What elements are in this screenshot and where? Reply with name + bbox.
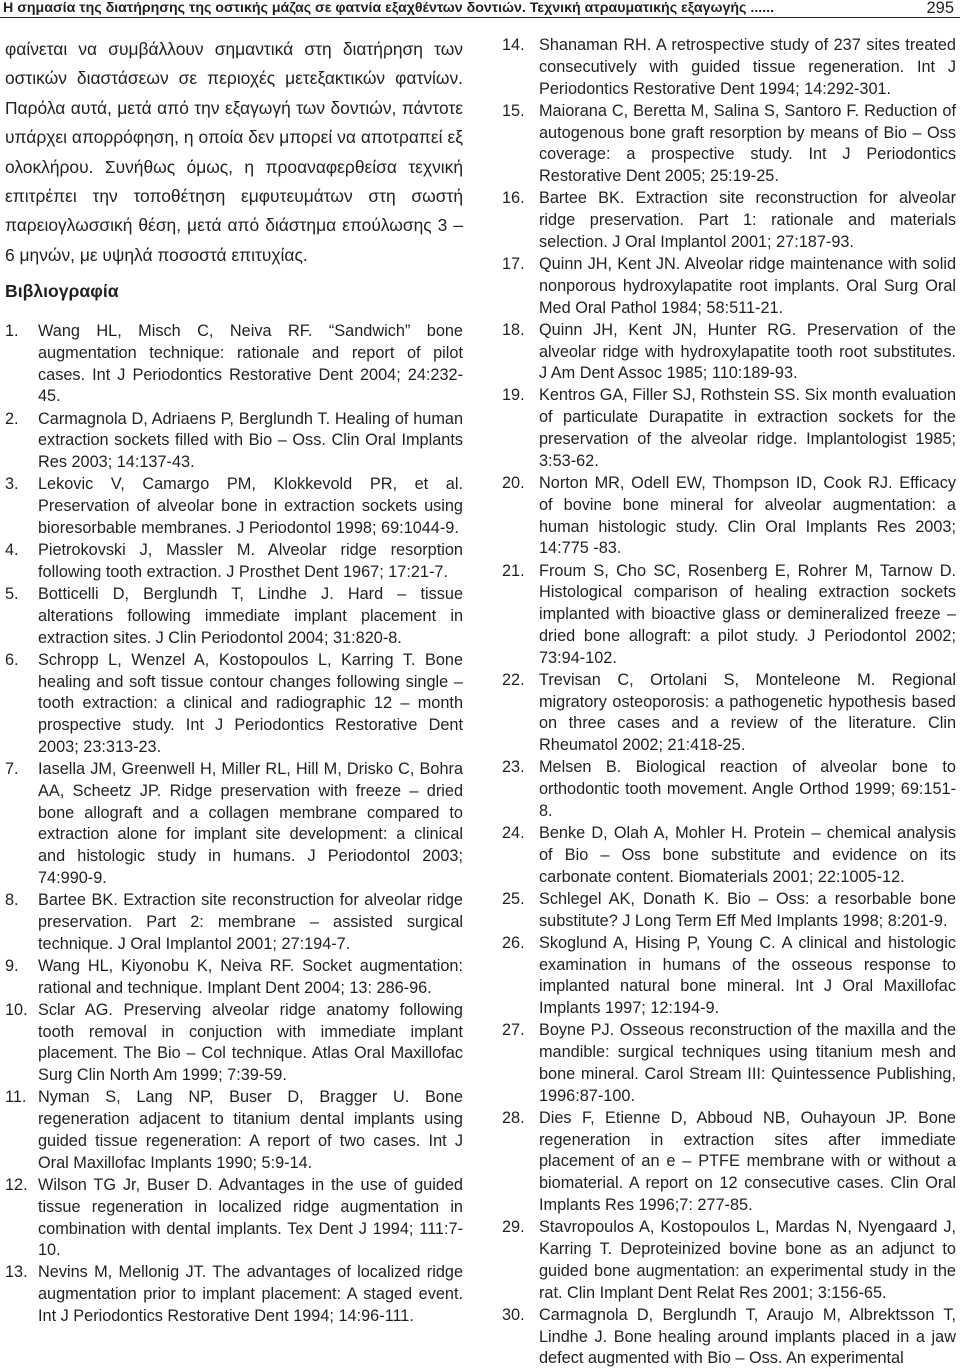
reference-number: 28.: [502, 1108, 525, 1127]
reference-item: [502, 473, 956, 560]
reference-item: [502, 561, 956, 670]
reference-text: Shanaman RH. A retrospective study of 237 sites treated consecutively with guided tissue regeneration. Int J Periodontics Restorative Dent 1994; 14:292-301.: [539, 36, 956, 98]
reference-item: [502, 188, 956, 253]
reference-text: Benke D, Olah A, Mohler H. Protein – chemical analysis of Bio – Oss bone substitute and evidence on its carbonate content. Biomaterials 2001; 22:1005-12.: [539, 824, 956, 886]
page-header: [0, 0, 960, 19]
reference-text: Norton MR, Odell EW, Thompson ID, Cook RJ. Efficacy of bovine bone mineral for alveolar augmentation: a human histologic study. Clin Oral Implants Res 2003; 14:775 -83.: [539, 474, 956, 558]
bibliography-heading: Βιβλιογραφία: [5, 281, 119, 302]
reference-text: Bartee BK. Extraction site reconstruction for alveolar ridge preservation. Part 2: membrane – assisted surgical technique. J Oral Implantol 2001; 27:194-7.: [38, 891, 463, 953]
reference-text: Froum S, Cho SC, Rosenberg E, Rohrer M, Tarnow D. Histological comparison of healing extraction sockets implanted with bioactive glass or demineralized freeze – dried bone allograft: a pilot study. J Periodontol 2002; 73:94-102.: [539, 561, 956, 667]
reference-text: Quinn JH, Kent JN. Alveolar ridge maintenance with solid nonporous hydroxylapatite root implants. Oral Surg Oral Med Oral Pathol 1984; 58:511-21.: [539, 255, 956, 317]
reference-text: Pietrokovski J, Massler M. Alveolar ridge resorption following tooth extraction. J Prosthet Dent 1967; 17:21-7.: [38, 541, 463, 581]
reference-text: Schropp L, Wenzel A, Kostopoulos L, Karring T. Bone healing and soft tissue contour changes following single – tooth extraction: a clinical and radiographic 12 – month prospective study. Int J Periodontics Restorative Dent 2003; 23:313-23.: [38, 650, 463, 756]
reference-number: 8.: [5, 891, 19, 910]
reference-number: 2.: [5, 409, 19, 428]
reference-item: [5, 1175, 463, 1262]
reference-number: 29.: [502, 1218, 525, 1237]
reference-list-left: [5, 321, 463, 1328]
reference-text: Kentros GA, Filler SJ, Rothstein SS. Six month evaluation of particulate Durapatite in extraction sockets for the preservation of the alveolar ridge. Implantologist 1985; 3:53-62.: [539, 386, 956, 470]
reference-text: Wilson TG Jr, Buser D. Advantages in the use of guided tissue regeneration in localized ridge augmentation in combination with dental implants. Tex Dent J 1994; 111:7-10.: [38, 1175, 463, 1260]
reference-number: 9.: [5, 956, 19, 975]
reference-text: Maiorana C, Beretta M, Salina S, Santoro F. Reduction of autogenous bone graft resorption by means of Bio – Oss coverage: a prospective study. Int J Periodontics Restorative Dent 2005; 25:19-25.: [539, 101, 956, 186]
reference-item: [502, 254, 956, 319]
reference-number: 26.: [502, 933, 525, 952]
reference-item: [502, 889, 956, 933]
reference-item: [502, 101, 956, 188]
reference-number: 16.: [502, 189, 525, 208]
reference-item: [5, 759, 463, 890]
reference-number: 6.: [5, 650, 19, 669]
reference-number: 22.: [502, 670, 525, 689]
reference-number: 24.: [502, 824, 525, 843]
reference-text: Carmagnola D, Berglundh T, Araujo M, Albrektsson T, Lindhe J. Bone healing around implants placed in a jaw defect augmented with Bio – Oss. An experimental: [539, 1305, 956, 1368]
reference-number: 3.: [5, 475, 19, 494]
reference-item: [502, 757, 956, 822]
reference-number: 18.: [502, 320, 525, 339]
reference-item: [5, 474, 463, 539]
page-number: 295: [926, 0, 954, 17]
reference-number: 13.: [5, 1263, 28, 1282]
reference-number: 7.: [5, 760, 19, 779]
reference-item: [5, 409, 463, 474]
right-column: [502, 35, 956, 1370]
reference-number: 19.: [502, 386, 525, 405]
reference-list-right: [502, 35, 956, 1370]
header-divider: [0, 17, 960, 18]
reference-number: 17.: [502, 255, 525, 273]
running-title: Η σημασία της διατήρησης της οστικής μάζας σε φατνία εξαχθέντων δοντιών. Τεχνική ατραυματικής εξαγωγής ......: [3, 0, 775, 16]
reference-item: [502, 1217, 956, 1304]
reference-number: 15.: [502, 101, 525, 120]
reference-item: [5, 1087, 463, 1174]
reference-text: Quinn JH, Kent JN, Hunter RG. Preservation of the alveolar ridge with hydroxylapatite tooth root substitutes. J Am Dent Assoc 1985; 110:189-93.: [539, 320, 956, 383]
reference-item: [5, 1000, 463, 1087]
reference-text: Schlegel AK, Donath K. Bio – Oss: a resorbable bone substitute? J Long Term Eff Med Implants 1998; 8:201-9.: [539, 889, 956, 930]
reference-number: 30.: [502, 1305, 525, 1324]
reference-item: [502, 1020, 956, 1107]
reference-text: Nyman S, Lang NP, Buser D, Bragger U. Bone regeneration adjacent to titanium dental implants using guided tissue regeneration: A report of two cases. Int J Oral Maxillofac Implants 1990; 5:9-14.: [38, 1088, 463, 1172]
reference-item: [5, 321, 463, 408]
reference-text: Carmagnola D, Adriaens P, Berglundh T. Healing of human extraction sockets filled with Bio – Oss. Clin Oral Implants Res 2003; 14:137-43.: [38, 409, 463, 472]
intro-paragraph: φαίνεται να συμβάλλουν σημαντικά στη διατήρηση των οστικών διαστάσεων σε περιοχές μετεξακτικών φατνίων. Παρόλα αυτά, μετά από την εξαγωγή των δοντιών, πάντοτε υπάρχει απορρόφηση, η οποία δεν μπορεί να αποτραπεί εξ ολοκλήρου. Συνήθως όμως, η προαναφερθείσα τεχνική επιτρέπει την τοποθέτηση εμφυτευμάτων στη σωστή παρειογλωσσική θέση, μετά από διάστημα επούλωσης 3 – 6 μηνών, με υψηλά ποσοστά επιτυχίας.: [5, 39, 463, 265]
reference-text: Wang HL, Misch C, Neiva RF. “Sandwich” bone augmentation technique: rationale and report of pilot cases. Int J Periodontics Restorative Dent 2004; 24:232-45.: [38, 322, 463, 406]
reference-number: 14.: [502, 36, 525, 54]
reference-text: Sclar AG. Preserving alveolar ridge anatomy following tooth removal in conjuction with immediate implant placement. The Bio – Col technique. Atlas Oral Maxillofac Surg Clin North Am 1999; 7:39-59.: [38, 1000, 463, 1085]
reference-item: [502, 385, 956, 472]
reference-item: [5, 890, 463, 955]
reference-item: [5, 956, 463, 1000]
reference-text: Boyne PJ. Osseous reconstruction of the maxilla and the mandible: surgical techniques using titanium mesh and bone mineral. Carol Stream III: Quintessence Publishing, 1996:87-100.: [539, 1021, 956, 1105]
reference-number: 12.: [5, 1175, 28, 1194]
reference-item: [5, 1262, 463, 1327]
reference-text: Skoglund A, Hising P, Young C. A clinical and histologic examination in humans of the osseous response to implanted natural bone mineral. Int J Oral Maxillofac Implants 1997; 12:194-9.: [539, 933, 956, 1018]
reference-number: 27.: [502, 1021, 525, 1040]
reference-text: Iasella JM, Greenwell H, Miller RL, Hill M, Drisko C, Bohra AA, Scheetz JP. Ridge preservation with freeze – dried bone allograft and a collagen membrane compared to extraction alone for implant site development: a clinical and histologic study in humans. J Periodontol 2003; 74:990-9.: [38, 760, 463, 888]
reference-text: Dies F, Etienne D, Abboud NB, Ouhayoun JP. Bone regeneration in extraction sites after immediate placement of an e – PTFE membrane with or without a biomaterial. A report on 12 consecutive cases. Clin Oral Implants Res 1996;7: 277-85.: [539, 1108, 956, 1215]
reference-number: 4.: [5, 541, 19, 560]
reference-item: [502, 1108, 956, 1217]
reference-number: 1.: [5, 322, 19, 341]
reference-text: Stavropoulos A, Kostopoulos L, Mardas N, Nyengaard J, Karring T. Deproteinized bovine bone as an adjunct to guided bone augmentation: an experimental study in the rat. Clin Implant Dent Relat Res 2001; 3:156-65.: [539, 1218, 956, 1302]
reference-text: Bartee BK. Extraction site reconstruction for alveolar ridge preservation. Part 1: rationale and materials selection. J Oral Implantol 2001; 27:187-93.: [539, 189, 956, 251]
reference-text: Wang HL, Kiyonobu K, Neiva RF. Socket augmentation: rational and technique. Implant Dent 2004; 13: 286-96.: [38, 956, 463, 997]
reference-item: [502, 670, 956, 757]
reference-number: 23.: [502, 758, 525, 777]
reference-number: 10.: [5, 1000, 28, 1019]
reference-item: [502, 320, 956, 385]
reference-number: 25.: [502, 889, 525, 908]
reference-item: [5, 584, 463, 649]
reference-number: 5.: [5, 584, 19, 603]
left-column: [5, 35, 463, 1328]
reference-item: [5, 650, 463, 759]
reference-item: [502, 35, 956, 100]
reference-item: [502, 823, 956, 888]
reference-text: Nevins M, Mellonig JT. The advantages of localized ridge augmentation prior to implant placement: A staged event. Int J Periodontics Restorative Dent 1994; 14:96-111.: [38, 1263, 463, 1326]
reference-text: Botticelli D, Berglundh T, Lindhe J. Hard – tissue alterations following immediate implant placement in extraction sites. J Clin Periodontol 2004; 31:820-8.: [38, 584, 463, 647]
reference-number: 20.: [502, 474, 525, 492]
reference-item: [502, 1305, 956, 1370]
reference-number: 11.: [5, 1088, 27, 1107]
reference-text: Lekovic V, Camargo PM, Klokkevold PR, et al. Preservation of alveolar bone in extraction sockets using bioresorbable membranes. J Periodontol 1998; 69:1044-9.: [38, 475, 463, 537]
reference-text: Trevisan C, Ortolani S, Monteleone M. Regional migratory osteoporosis: a pathogenetic hypothesis based on three cases and a review of the literature. Clin Rheumatol 2002; 21:418-25.: [539, 670, 956, 755]
reference-item: [5, 540, 463, 584]
reference-number: 21.: [502, 561, 525, 580]
reference-text: Melsen B. Biological reaction of alveolar bone to orthodontic tooth movement. Angle Orthod 1999; 69:151-8.: [539, 758, 956, 820]
reference-item: [502, 933, 956, 1020]
